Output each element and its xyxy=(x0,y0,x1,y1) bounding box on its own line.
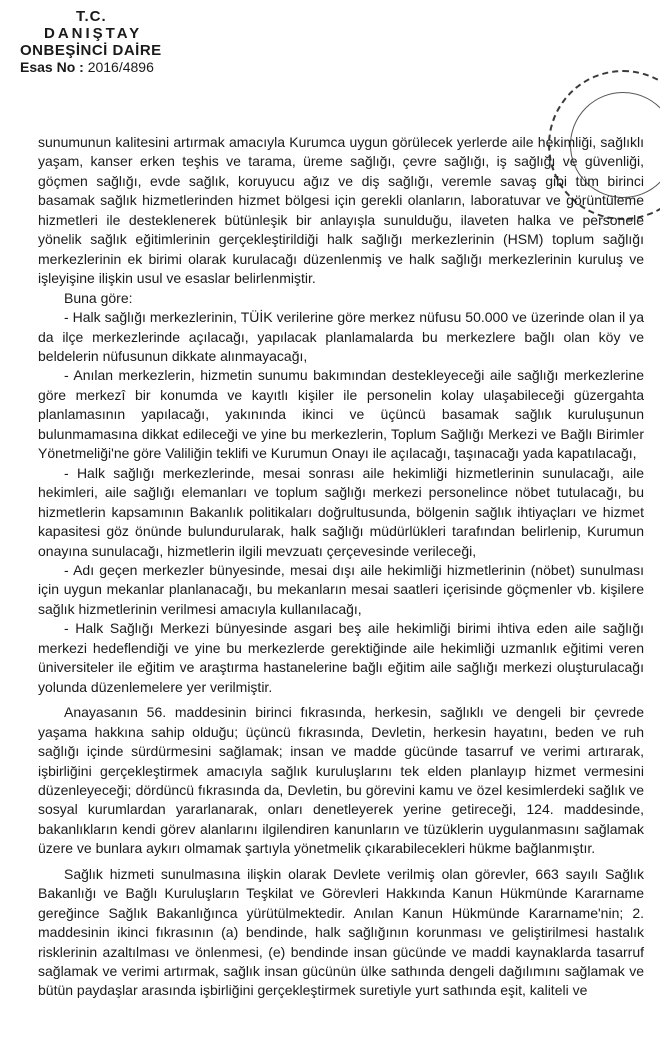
case-number-value: 2016/4896 xyxy=(87,59,154,75)
header-case-number xyxy=(20,59,162,76)
list-item: - Halk sağlığı merkezlerinde, mesai sonrası aile hekimliği hizmetlerinin sunulacağı, aile hekimleri, aile sağlığı elemanları ve toplum sağlığı merkezi personelince nöbet tutulacağı, bu hizmetlerin kapsamının Bakanlık politikaları doğrultusunda, bölgenin sağlık ihtiyaçları ve hizmet kapasitesi göz önünde bulundurularak, halk sağlığı müdürlükleri tarafından belirlenip, Kurumun onayına sunulacağı, hizmetlerin ilgili mevzuatı çerçevesinde verileceği, xyxy=(38,464,644,559)
list-item: - Anılan merkezlerin, hizmetin sunumu bakımından destekleyeceği aile sağlığı merkezlerine göre merkezî bir konumda ve kayıtlı kişiler ile personelin kolay ulaşabileceği güzergahta planlamasının yapılacağı, yakınında ikinci ve üçüncü basamak sağlık kuruluşunun bulunmamasına dikkat edileceği ve yine bu merkezlerin, Toplum Sağlığı Merkezi ve Bağlı Birimler Yönetmeliği'ne göre Valiliğin teklifi ve Kurumun Onayı ile açılacağı, taşınacağı yada kapatılacağı, xyxy=(38,367,644,462)
header-court-name: DANIŞTAY xyxy=(44,25,143,42)
header-department: ONBEŞİNCİ DAİRE xyxy=(20,42,162,59)
paragraph-accordingly: Buna göre: xyxy=(64,289,133,306)
paragraph-constitution: Anayasanın 56. maddesinin birinci fıkrasında, herkesin, sağlıklı ve dengeli bir çevrede yaşama hakkına sahip olduğu; üçüncü fıkrasında, Devletin, herkesin hayatını, beden ve ruh sağlığı içinde sürdürmesini sağlamak; insan ve madde gücünde tasarruf ve verimi artırarak, işbirliğini gerçekleştirmek amacıyla sağlık kuruluşlarını tek elden planlayıp hizmet vermesini düzenleyeceği; dördüncü fıkrasında da, Devletin, bu görevini kamu ve özel kesimlerdeki sağlık ve sosyal kurumlardan yararlanarak, onları denetleyerek yerine getireceği, 124. maddesinde, bakanlıkların kendi görev alanlarını ilgilendiren kanunların ve tüzüklerin uygulanmasını sağlamak üzere ve bunlara aykırı olmamak şartıyla yönetmelik çıkarabilecekleri hükme bağlanmıştır. xyxy=(38,704,644,857)
list-item: - Halk sağlığı merkezlerinin, TÜİK verilerine göre merkez nüfusu 50.000 ve üzerinde olan il ya da ilçe merkezlerinde açılacağı, yapılacak planlamalarda bu merkezlere bağlı olan köy ve beldelerin nüfusunun dikkate alınmayacağı, xyxy=(38,309,644,364)
header-tc: T.C. xyxy=(76,8,107,25)
document-body xyxy=(38,133,644,1001)
document-header xyxy=(20,8,162,76)
case-label: Esas No : xyxy=(20,59,84,75)
paragraph-decree: Sağlık hizmeti sunulmasına ilişkin olarak Devlete verilmiş olan görevler, 663 sayılı Sağlık Bakanlığı ve Bağlı Kuruluşların Teşkilat ve Görevleri Hakkında Kanun Hükmünde Kararname gereğince Sağlık Bakanlığınca yürütülmektedir. Anılan Kanun Hükmünde Kararname'nin; 2. maddesinin ikinci fıkrasının (a) bendinde, halk sağlığının korunması ve geliştirilmesi hastalık risklerinin azaltılması ve önlenmesi, (e) bendinde insan gücünde ve maddi kaynaklarda tasarruf sağlamak ve verimi artırmak, sağlık insan gücünün ülke sathında dengeli dağılımını sağlamak ve bütün paydaşlar arasında işbirliğini gerçekleştirmek suretiyle yurt sathında eşit, kaliteli ve xyxy=(38,865,644,999)
list-item: - Adı geçen merkezler bünyesinde, mesai dışı aile hekimliği hizmetlerinin (nöbet) sunulması için uygun mekanlar planlanacağı, bu mekanların mesai saatleri içerisinde göçmenler vb. kişilere sağlık hizmetlerinin verilmesi amacıyla kullanılacağı, xyxy=(38,561,644,617)
paragraph-intro: sunumunun kalitesini artırmak amacıyla Kurumca uygun görülecek yerlerde aile hekimliği, sağlıklı yaşam, kanser erken teşhis ve tarama, üreme sağlığı, çevre sağlığı, iş sağlığı ve güvenliği, göçmen sağlığı, evde sağlık, koruyucu ağız ve diş sağlığı, veremle savaş gibi tüm birinci basamak sağlık hizmetlerinden hizmet bölgesi için gerekli olanların, laboratuvar ve görüntüleme hizmetleri ile desteklenerek bütünleşik bir anlayışla sunulduğu, ilaveten halka ve personele yönelik sağlık eğitimlerinin gerçekleştirildiği halk sağlığı merkezlerinin (HSM) toplum sağlığı merkezlerinin ek birimi olarak kurulacağı düzenlenmiş ve halk sağlığı merkezlerinin kuruluş ve işleyişine ilişkin usul ve esaslar belirlenmiştir. xyxy=(38,134,644,287)
list-item: - Halk Sağlığı Merkezi bünyesinde asgari beş aile hekimliği birimi ihtiva eden aile sağlığı merkezi hedeflendiği ve yine bu merkezlerde gerektiğinde aile hekimliği uzmanlık eğitimi veren üniversiteler ile eğitim ve araştırma hastanelerine bağlı eğitim aile sağlığı merkezi oluşturulacağı yolunda düzenlemelere yer verilmiştir. xyxy=(38,620,644,695)
